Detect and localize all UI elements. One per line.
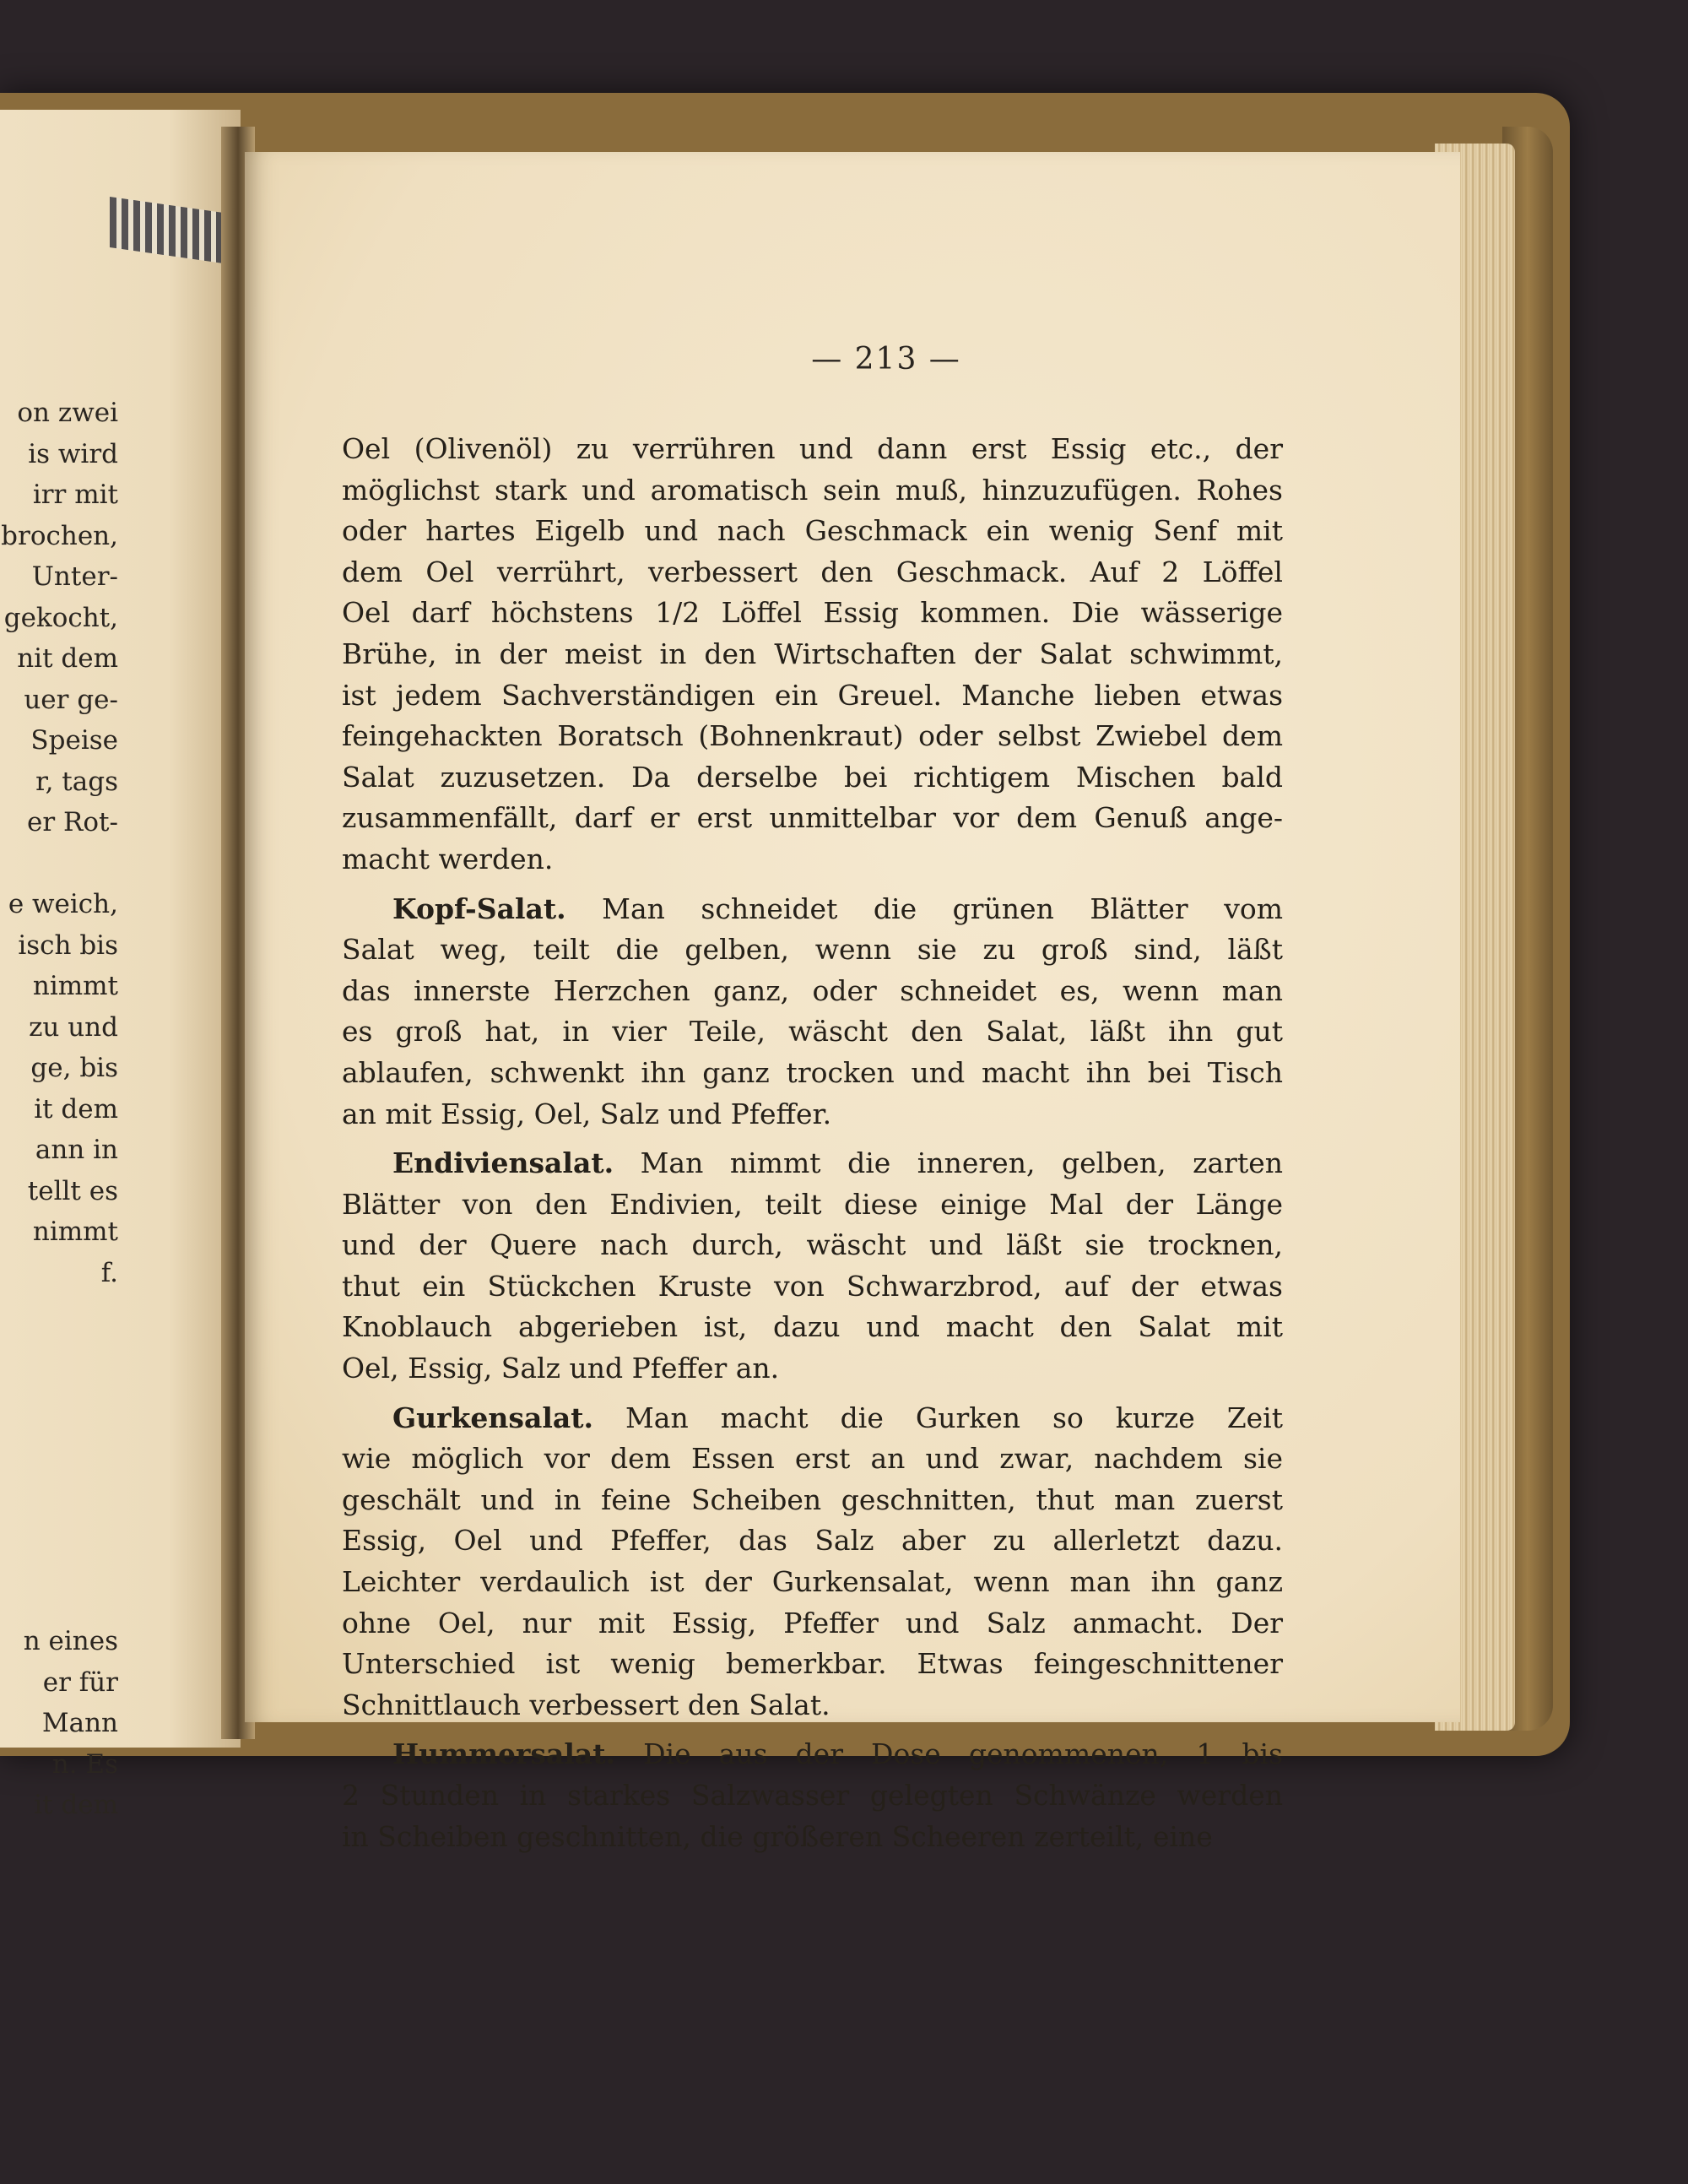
left-page-line: nimmt [32,1217,118,1247]
text-line [342,511,1283,552]
line-text: Unterschied ist wenig bemerkbar. Etwas feingeschnittener [342,1647,1283,1681]
left-page-line: tellt es [27,1175,118,1206]
line-text: thut ein Stückchen Kruste von Schwarzbrod, auf der etwas [342,1269,1283,1303]
line-text: ablaufen, schwenkt ihn ganz trocken und macht ihn bei Tisch [342,1055,1283,1089]
text-line [342,1480,1283,1521]
left-page-line: n. Es [51,1748,118,1780]
text-line [342,1398,1283,1439]
line-text: Salat weg, teilt die gelben, wenn sie zu groß sind, läßt [342,933,1283,967]
left-page-line [0,1457,118,1498]
line-text: zusammenfällt, darf er erst unmittelbar vor dem Genuß ange- [342,801,1283,835]
line-text: macht werden. [342,842,554,875]
line-text: Man nimmt die inneren, gelben, zarten [640,1146,1283,1180]
left-page-text [0,393,118,1826]
left-page-line: brochen, [1,520,118,551]
left-page-line: it dem [34,1790,118,1820]
left-page-line: on zwei [17,398,118,428]
text-line [342,889,1283,930]
paragraph [342,1143,1283,1390]
paragraph [342,889,1283,1135]
text-line [342,716,1283,757]
left-page-line: uer ge- [24,684,118,715]
left-page-line: is wird [28,438,118,469]
text-line [342,1266,1283,1308]
paragraph [342,1734,1283,1857]
line-text: oder hartes Eigelb und nach Geschmack ein wenig Senf mit [342,514,1283,548]
text-line [342,1603,1283,1645]
text-line [342,634,1283,675]
left-page-line [0,1335,118,1376]
text-line [342,429,1283,470]
page-body-text [342,429,1283,1857]
recipe-heading: Endiviensalat. [392,1146,614,1180]
left-page-line: isch bis [18,929,118,961]
left-page-line: irr mit [32,480,118,510]
text-line [342,1734,1283,1775]
text-line [342,929,1283,971]
paragraph [342,429,1283,881]
text-line [342,839,1283,881]
line-text: Blätter von den Endivien, teilt diese einige Mal der Länge [342,1187,1283,1221]
left-page-line: it dem [34,1093,118,1125]
line-text: 2 Stunden in starkes Salzwasser gelegten Schwänze werden [342,1779,1283,1812]
text-line [342,1011,1283,1053]
left-page-line: ge, bis [30,1053,118,1083]
line-text: Die aus der Dose genommenen, 1 bis [643,1737,1283,1771]
line-text: Salat zuzusetzen. Da derselbe bei richtigem Mischen bald [342,760,1283,794]
left-page-line: r, tags [35,766,118,797]
recipe-heading: Kopf-Salat. [392,891,566,925]
line-text: Man schneidet die grünen Blätter vom [602,891,1283,925]
left-page-line: gekocht, [3,602,118,633]
line-text: und der Quere nach durch, wäscht und läßt sie trocknen, [342,1228,1283,1262]
line-text: Knoblauch abgerieben ist, dazu und macht den Salat mit [342,1310,1283,1344]
left-page-line: nimmt [32,971,118,1001]
text-line [342,971,1283,1012]
text-line [342,470,1283,512]
line-text: Oel (Olivenöl) zu verrühren und dann erst Essig etc., der [342,432,1283,465]
text-line [342,1053,1283,1094]
left-page-line: f. [100,1257,118,1288]
paragraph-gap [342,1135,1283,1143]
line-text: feingehackten Boratsch (Bohnenkraut) oder selbst Zwiebel dem [342,719,1283,753]
text-line [342,552,1283,593]
left-page-line: nit dem [17,643,118,674]
left-page-line: n eines [23,1626,118,1656]
line-text: geschält und in feine Scheiben geschnitten, thut man zuerst [342,1482,1283,1516]
text-line [342,1562,1283,1603]
line-text: möglichst stark und aromatisch sein muß, hinzuzufügen. Rohes [342,473,1283,507]
text-line [342,1775,1283,1817]
paragraph [342,1398,1283,1726]
line-text: in Scheiben geschnitten, die größeren Scheeren zerteilt, eine [342,1819,1213,1853]
text-line [342,1817,1283,1858]
text-line [342,798,1283,839]
left-page-line [0,1417,118,1458]
text-line [342,1094,1283,1135]
text-line [342,1348,1283,1390]
left-page-line: Unter- [31,561,118,592]
left-page-line: Mann [41,1708,118,1738]
left-page-line: er für [42,1666,118,1698]
text-line [342,1143,1283,1184]
line-text: Schnittlauch verbessert den Salat. [342,1688,830,1721]
recipe-heading: Hummersalat. [392,1737,615,1771]
left-page-line [0,1375,118,1417]
line-text: es groß hat, in vier Teile, wäscht den Salat, läßt ihn gut [342,1015,1283,1049]
line-text: wie möglich vor dem Essen erst an und zwar, nachdem sie [342,1442,1283,1476]
recipe-heading: Gurkensalat. [392,1401,594,1434]
text-line [342,1184,1283,1226]
left-page-line: er Rot- [27,807,118,837]
line-text: ist jedem Sachverständigen ein Greuel. Manche lieben etwas [342,678,1283,712]
line-text: das innerste Herzchen ganz, oder schneidet es, wenn man [342,973,1283,1007]
text-line [342,1520,1283,1562]
line-text: an mit Essig, Oel, Salz und Pfeffer. [342,1097,832,1130]
left-page-line: Speise [30,725,118,756]
text-line [342,1685,1283,1726]
text-line [342,757,1283,799]
line-text: Leichter verdaulich ist der Gurkensalat, wenn man ihn ganz [342,1565,1283,1599]
left-page-line [0,1580,118,1622]
text-line [342,1307,1283,1348]
line-text: Oel, Essig, Salz und Pfeffer an. [342,1352,780,1385]
text-line [342,593,1283,634]
left-page-line [0,1293,118,1335]
line-text: Brühe, in der meist in den Wirtschaften der Salat schwimmt, [342,637,1283,670]
left-page-line: zu und [29,1011,118,1043]
left-page-line [0,1498,118,1540]
paragraph-gap [342,881,1283,889]
line-text: Oel darf höchstens 1/2 Löffel Essig kommen. Die wässerige [342,596,1283,630]
line-text: Essig, Oel und Pfeffer, das Salz aber zu allerletzt dazu. [342,1524,1283,1558]
line-text: ohne Oel, nur mit Essig, Pfeffer und Salz anmacht. Der [342,1606,1283,1639]
line-text: dem Oel verrührt, verbessert den Geschmack. Auf 2 Löffel [342,555,1283,588]
page-number: — 213 — [811,342,961,377]
text-line [342,1644,1283,1685]
line-text: Man macht die Gurken so kurze Zeit [625,1401,1283,1434]
paragraph-gap [342,1390,1283,1398]
left-page-line [0,1539,118,1580]
text-line [342,675,1283,717]
text-line [342,1439,1283,1480]
left-page-line: ann in [35,1135,118,1165]
paragraph-gap [342,1726,1283,1734]
left-page-line: e weich, [8,889,118,919]
left-page-line [0,843,118,885]
text-line [342,1225,1283,1266]
